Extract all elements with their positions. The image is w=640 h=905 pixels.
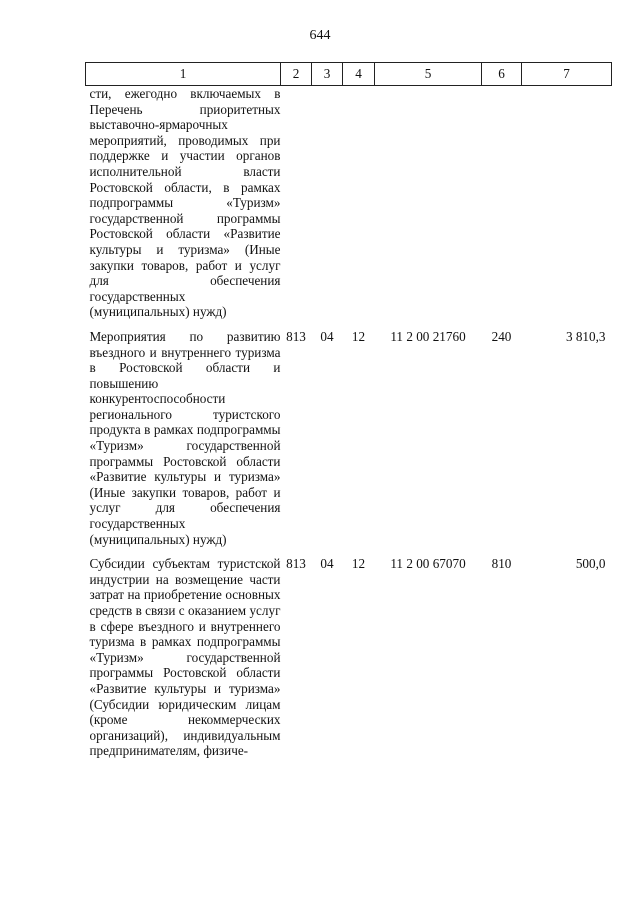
- table-row: [86, 556, 612, 759]
- column-header: 1: [86, 63, 281, 86]
- subsection-code: 12: [351, 328, 366, 344]
- table-row: [86, 329, 612, 547]
- section-code: 04: [320, 328, 334, 344]
- page-number: 644: [309, 28, 331, 43]
- column-header: 4: [343, 63, 375, 86]
- target-article-code: 11 2 00 21760: [390, 328, 466, 344]
- row-description: сти, ежегодно включаемых в Перечень приоритетных выставочно-ярмарочных мероприятий, проводимых при поддержке и участии органов исполнительной власти Ростовской области, в рамках подпрограммы «Туризм» государственной программы Ростовской области «Развитие культуры и туризма» (Иные закупки товаров, работ и услуг для обеспечения государственных (муниципальных) нужд): [89, 86, 281, 320]
- expense-type-code: [482, 86, 522, 320]
- target-article-code: [375, 86, 482, 320]
- expense-type-code: 810: [491, 556, 512, 572]
- row-description: Мероприятия по развитию въездного и внутреннего туризма в Ростовской области и повышению конкурентоспособности регионального туристского продукта в рамках подпрограммы «Туризм» государственной программы Ростовской области «Развитие культуры и туризма» (Иные закупки товаров, работ и услуг для обеспечения государственных (муниципальных) нужд): [89, 328, 281, 547]
- amount-value: 3 810,3: [565, 328, 606, 344]
- column-header: 6: [482, 63, 522, 86]
- ministry-code: 813: [286, 556, 306, 572]
- target-article-code: 11 2 00 67070: [390, 556, 466, 572]
- expense-type-code: 240: [491, 328, 512, 344]
- row-spacer: [86, 320, 612, 329]
- amount-value: 500,0: [575, 556, 606, 572]
- column-header: 5: [375, 63, 482, 86]
- subsection-code: [343, 86, 375, 320]
- ministry-code: 813: [286, 328, 306, 344]
- ministry-code: [281, 86, 312, 320]
- amount-value: [522, 86, 612, 320]
- column-header: 3: [312, 63, 343, 86]
- budget-table: [85, 62, 612, 759]
- section-code: [312, 86, 343, 320]
- row-spacer: [86, 547, 612, 556]
- column-header: 7: [522, 63, 612, 86]
- row-description: Субсидии субъектам туристской индустрии на возмещение части затрат на приобретение основных средств в связи с оказанием услуг в сфере въездного и внутреннего туризма в рамках подпрограммы «Туризм» государственной программы Ростовской области «Развитие культуры и туризма» (Субсидии юридическим лицам (кроме некоммерческих организаций), индивидуальным предпринимателям, физиче-: [89, 556, 281, 759]
- table-header-row: [86, 63, 612, 86]
- section-code: 04: [320, 556, 334, 572]
- subsection-code: 12: [351, 556, 366, 572]
- column-header: 2: [281, 63, 312, 86]
- table-row: [86, 86, 612, 320]
